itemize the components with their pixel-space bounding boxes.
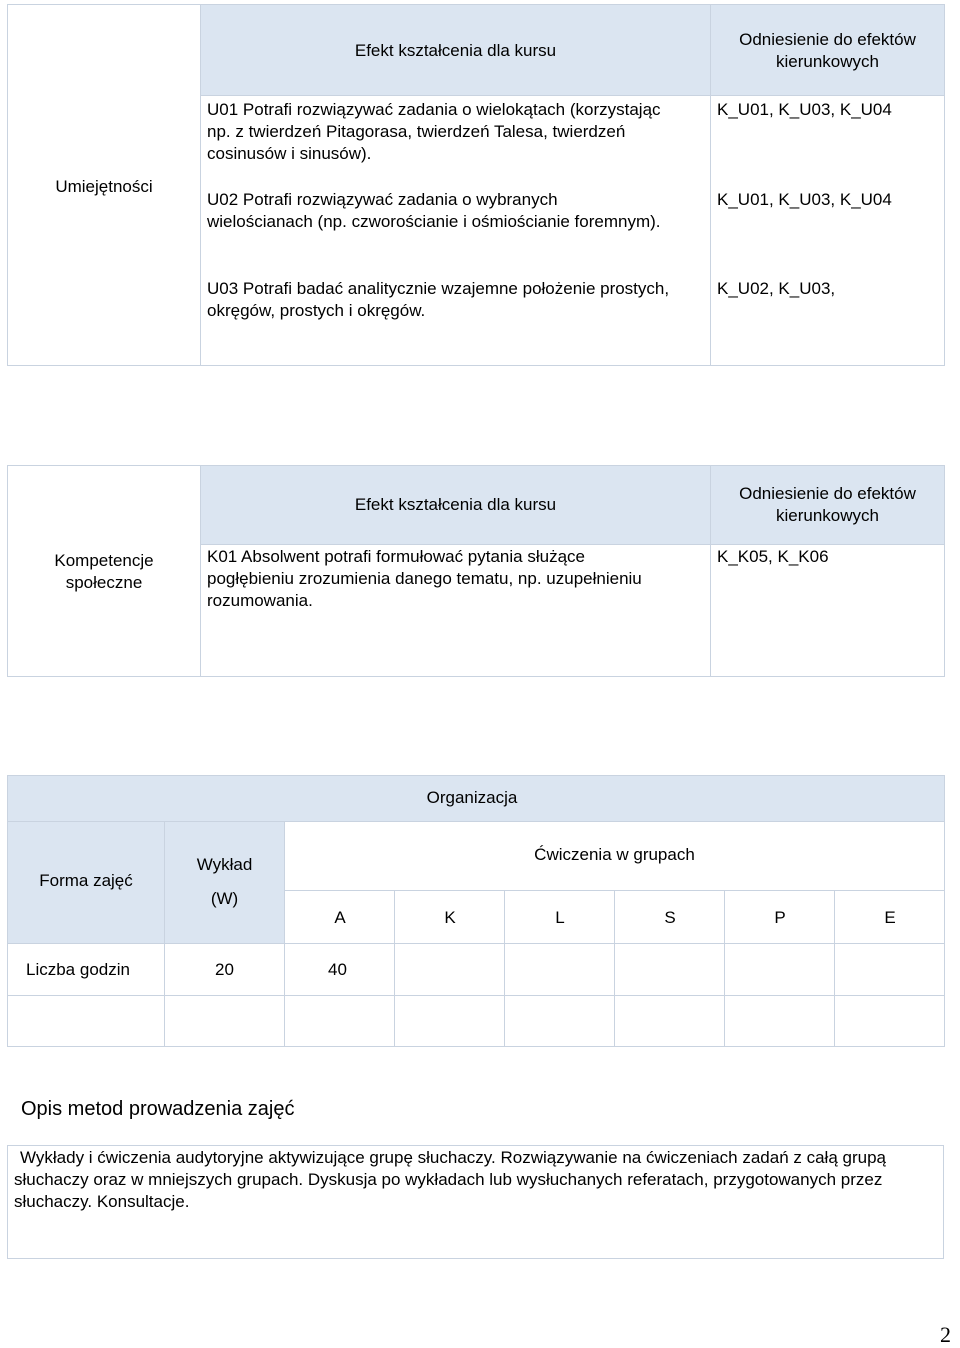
methods-box	[7, 1145, 944, 1259]
competences-effect-header-text: Efekt kształcenia dla kursu	[354, 495, 557, 514]
skills-ref-header	[710, 4, 945, 96]
grid-line	[8, 821, 944, 822]
skills-effect-u02: U02 Potrafi rozwiązywać zadania o wybranych wielościanach (np. czworościanie i ośmiościanie foremnym).	[207, 190, 661, 231]
grid-line	[8, 995, 944, 996]
competences-ref-body	[710, 544, 945, 677]
wyklad-code: (W)	[210, 889, 239, 908]
organization-title: Organizacja	[426, 788, 518, 807]
grid-line	[834, 890, 835, 1047]
wyklad-header-cell	[165, 821, 284, 943]
grid-line	[8, 943, 944, 944]
methods-text: Wykłady i ćwiczenia audytoryjne aktywizujące grupę słuchaczy. Rozwiązywanie na ćwiczeniach zadań z całą grupą słuchaczy oraz w mniejszych grupach. Dyskusja po wykładach lub wysłuchanych referatach, przygotowanych przez słuchaczy. Konsultacje.	[14, 1148, 886, 1211]
skills-ref-body	[710, 95, 945, 366]
skills-effect-u03: U03 Potrafi badać analitycznie wzajemne położenie prostych, okręgów, prostych i okręgów.	[207, 279, 670, 320]
skills-ref-header-text: Odniesienie do efektów kierunkowych	[739, 30, 916, 71]
liczba-group-a: 40	[328, 960, 347, 979]
group-p: P	[774, 908, 786, 927]
liczba-label: Liczba godzin	[26, 960, 130, 979]
grid-line	[394, 890, 395, 1047]
competences-ref-header	[710, 465, 945, 545]
competences-ref-k01: K_K05, K_K06	[717, 547, 829, 566]
competences-ref-header-text: Odniesienie do efektów kierunkowych	[739, 484, 916, 525]
skills-ref-u03: K_U02, K_U03,	[717, 279, 836, 298]
skills-effect-header-text: Efekt kształcenia dla kursu	[354, 41, 557, 60]
competences-table	[7, 465, 945, 677]
skills-category-cell	[7, 4, 201, 366]
skills-category-label: Umiejętności	[55, 177, 153, 196]
grid-line	[504, 890, 505, 1047]
group-s: S	[664, 908, 676, 927]
skills-effect-body	[200, 95, 711, 366]
organization-title-row	[8, 776, 944, 821]
page-number: 2	[940, 1322, 951, 1347]
forma-label: Forma zajęć	[39, 871, 133, 890]
skills-effect-u01: U01 Potrafi rozwiązywać zadania o wielokątach (korzystając np. z twierdzeń Pitagorasa, twierdzeń Talesa, twierdzeń cosinusów i sinusów).	[207, 100, 661, 163]
organization-table	[7, 775, 945, 1047]
group-e: E	[884, 908, 896, 927]
competences-category-cell	[7, 465, 201, 677]
grid-line	[284, 821, 285, 1047]
cwiczenia-header-cell	[285, 821, 944, 890]
competences-effect-body	[200, 544, 711, 677]
competences-category-label: Kompetencje społeczne	[54, 551, 154, 592]
group-l: L	[555, 908, 565, 927]
grid-line	[724, 890, 725, 1047]
skills-table	[7, 4, 945, 366]
wyklad-label: Wykład	[196, 855, 253, 874]
skills-ref-u01: K_U01, K_U03, K_U04	[717, 100, 892, 119]
grid-line	[164, 821, 165, 1047]
group-a: A	[334, 908, 346, 927]
group-k: K	[444, 908, 456, 927]
methods-title: Opis metod prowadzenia zajęć	[21, 1098, 295, 1120]
competences-effect-header	[200, 465, 711, 545]
competences-effect-k01: K01 Absolwent potrafi formułować pytania służące pogłębieniu zrozumienia danego tematu, np. uzupełnieniu rozumowania.	[207, 547, 642, 610]
grid-line	[614, 890, 615, 1047]
skills-ref-u02: K_U01, K_U03, K_U04	[717, 190, 892, 209]
liczba-wyklad: 20	[215, 960, 234, 979]
forma-label-cell	[8, 821, 164, 943]
skills-effect-header	[200, 4, 711, 96]
cwiczenia-label: Ćwiczenia w grupach	[534, 845, 695, 864]
